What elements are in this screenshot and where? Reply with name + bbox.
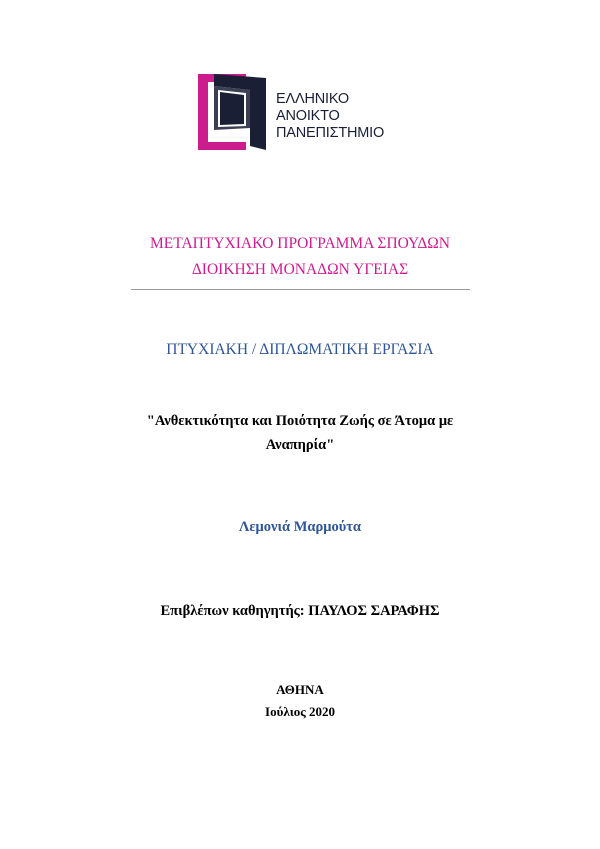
logo-line-3: ΠΑΝΕΠΙΣΤΗΜΙΟ [276,125,385,141]
program-specialization: ΔΙΟΙΚΗΣΗ ΜΟΝΑΔΩΝ ΥΓΕΙΑΣ [191,261,409,278]
divider-line [131,289,470,290]
logo-wordmark [276,91,384,142]
thesis-title-line-2: Αναπηρία" [265,437,335,453]
program-name: ΜΕΤΑΠΤΥΧΙΑΚΟ ΠΡΟΓΡΑΜΜΑ ΣΠΟΥΔΩΝ [150,235,450,252]
thesis-type: ΠΤΥΧΙΑΚΗ / ΔΙΠΛΩΜΑΤΙΚΗ ΕΡΓΑΣΙΑ [166,341,434,358]
thesis-title [0,409,600,457]
date: Ιούλιος 2020 [265,704,335,719]
logo-line-2: ΑΝΟΙΚΤΟ [276,108,340,124]
thesis-title-line-1: "Ανθεκτικότητα και Ποιότητα Ζωής σε Άτομα με [146,413,454,429]
city: ΑΘΗΝΑ [276,682,324,697]
logo-line-1: ΕΛΛΗΝΙΚΟ [276,91,349,107]
university-logo-icon [198,70,274,152]
university-logo [198,70,428,152]
program-heading [0,231,600,283]
author-name: Λεμονιά Μαρμούτα [238,519,362,535]
supervisor: Επιβλέπων καθηγητής: ΠΑΥΛΟΣ ΣΑΡΑΦΗΣ [160,603,440,619]
